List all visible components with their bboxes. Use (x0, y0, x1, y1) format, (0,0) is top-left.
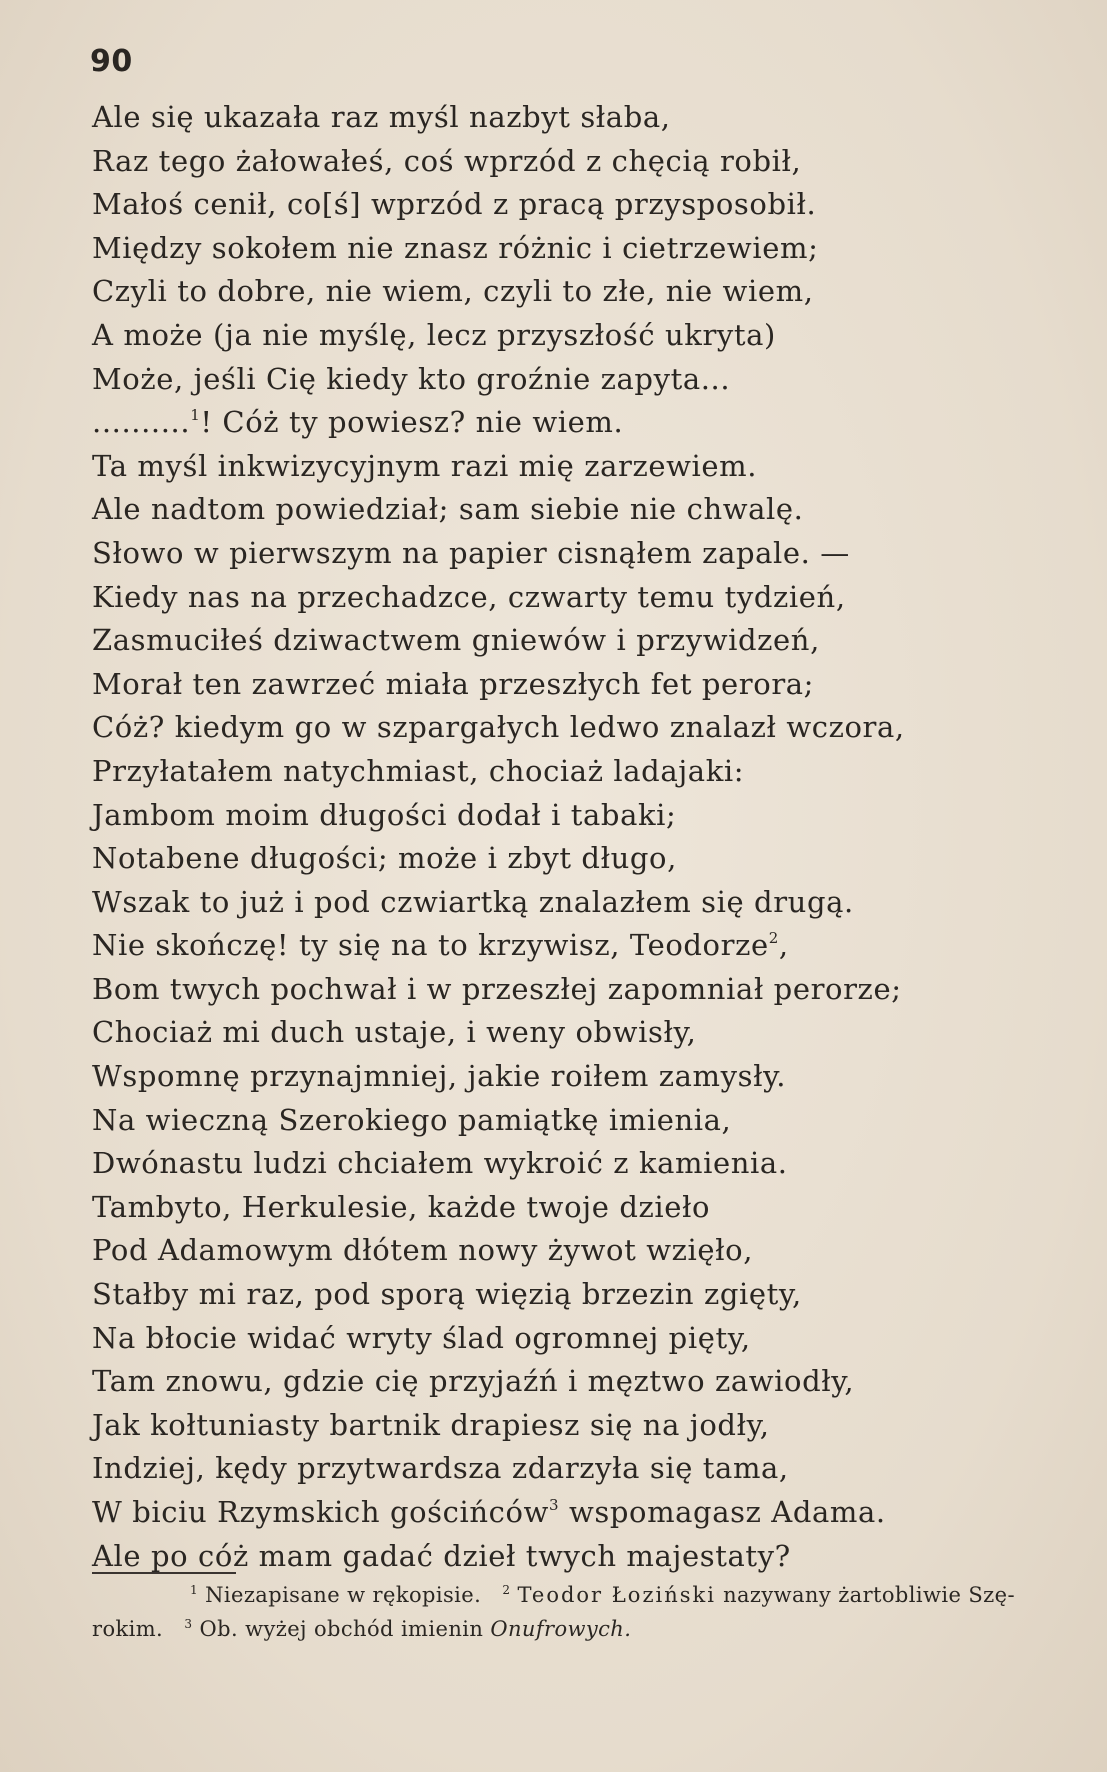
poem-line: Słowo w pierwszym na papier cisnąłem zapale. — (92, 535, 850, 570)
page-number: 90 (90, 44, 133, 79)
footnote-line-2 (92, 1612, 1072, 1646)
poem-line: Wspomnę przynajmniej, jakie roiłem zamysły. (92, 1059, 787, 1094)
poem-line: Kiedy nas na przechadzce, czwarty temu tydzień, (92, 579, 846, 614)
poem-text (92, 96, 1072, 1578)
poem-line: Wszak to już i pod czwiartką znalazłem się drugą. (92, 884, 854, 919)
poem-line: Przyłatałem natychmiast, chociaż ladajaki: (92, 753, 745, 788)
poem-line: Ta myśl inkwizycyjnym razi mię zarzewiem. (92, 448, 758, 483)
poem-line: Jak kołtuniasty bartnik drapiesz się na jodły, (92, 1407, 770, 1442)
poem-line: Zasmuciłeś dziwactwem gniewów i przywidzeń, (92, 623, 820, 658)
poem-line-text: .......... (92, 405, 191, 440)
footnote-2-marker: 2 (502, 1583, 511, 1597)
footnote-rule (92, 1572, 236, 1574)
poem-line: Dwónastu ludzi chciałem wykroić z kamienia. (92, 1146, 788, 1181)
poem-line (92, 401, 1072, 445)
poem-line: Na błocie widać wryty ślad ogromnej pięty, (92, 1320, 751, 1355)
poem-line (92, 924, 1072, 968)
footnote-reference: 2 (768, 929, 779, 948)
poem-line: Morał ten zawrzeć miała przeszłych fet perora; (92, 666, 815, 701)
poem-line: Tam znowu, gdzie cię przyjaźń i męztwo zawiodły, (92, 1364, 855, 1399)
footnote-1-text: Niezapisane w rękopisie. (205, 1583, 482, 1607)
poem-line: Na wieczną Szerokiego pamiątkę imienia, (92, 1102, 732, 1137)
footnote-line-1 (92, 1578, 1072, 1612)
poem-line: Chociaż mi duch ustaje, i weny obwisły, (92, 1015, 697, 1050)
poem-line: Notabene długości; może i zbyt długo, (92, 841, 677, 876)
poem-line-text: W biciu Rzymskich gościńców (92, 1495, 549, 1529)
poem-line: Ale się ukazała raz myśl nazbyt słaba, (92, 100, 671, 134)
footnote-2-name: Teodor Łoziński (517, 1583, 716, 1607)
poem-line: Stałby mi raz, pod sporą więzią brzezin zgięty, (92, 1277, 802, 1312)
poem-line-text: ! Cóż ty powiesz? nie wiem. (200, 405, 624, 440)
poem-line: Pod Adamowym dłótem nowy żywot wzięło, (92, 1233, 754, 1268)
poem-line: Indziej, kędy przytwardsza zdarzyła się tama, (92, 1451, 789, 1486)
footnote-1-marker: 1 (190, 1583, 199, 1597)
poem-line: Jambom moim długości dodał i tabaki; (92, 797, 677, 832)
footnote-reference: 3 (548, 1496, 560, 1514)
poem-line: Czyli to dobre, nie wiem, czyli to złe, nie wiem, (92, 274, 814, 309)
poem-line: A może (ja nie myślę, lecz przyszłość ukryta) (92, 317, 776, 352)
poem-line-text: Nie skończę! ty się na to krzywisz, Teodorze (92, 928, 769, 963)
poem-line: Małoś cenił, co[ś] wprzód z pracą przysposobił. (92, 187, 817, 222)
footnote-2-text: nazywany żartobliwie Szę- (723, 1583, 1015, 1607)
poem-line: Bom twych pochwał i w przeszłej zapomniał perorze; (92, 971, 902, 1006)
poem-line: Między sokołem nie znasz różnic i cietrzewiem; (92, 230, 819, 265)
footnote-3-marker: 3 (184, 1617, 193, 1631)
poem-line: Cóż? kiedym go w szpargałych ledwo znalazł wczora, (92, 710, 905, 745)
footnote-reference: 1 (190, 406, 201, 425)
poem-line: Raz tego żałowałeś, coś wprzód z chęcią robił, (92, 143, 802, 178)
poem-line: Ale nadtom powiedział; sam siebie nie chwalę. (92, 492, 804, 527)
footnote-3-text: Ob. wyżej obchód imienin (199, 1617, 484, 1641)
poem-line (92, 1491, 1072, 1535)
poem-line: Tambyto, Herkulesie, każde twoje dzieło (92, 1189, 711, 1224)
poem-line-text: wspomagasz Adama. (559, 1495, 886, 1529)
footnotes (92, 1578, 1072, 1646)
poem-line-text: , (778, 928, 789, 963)
poem-line: Może, jeśli Cię kiedy kto groźnie zapyta... (92, 361, 731, 396)
footnote-2-continuation: rokim. (92, 1617, 164, 1641)
poem-line: Ale po cóż mam gadać dzieł twych majestaty? (92, 1538, 791, 1573)
footnote-3-italic: Onufrowych. (490, 1617, 632, 1641)
